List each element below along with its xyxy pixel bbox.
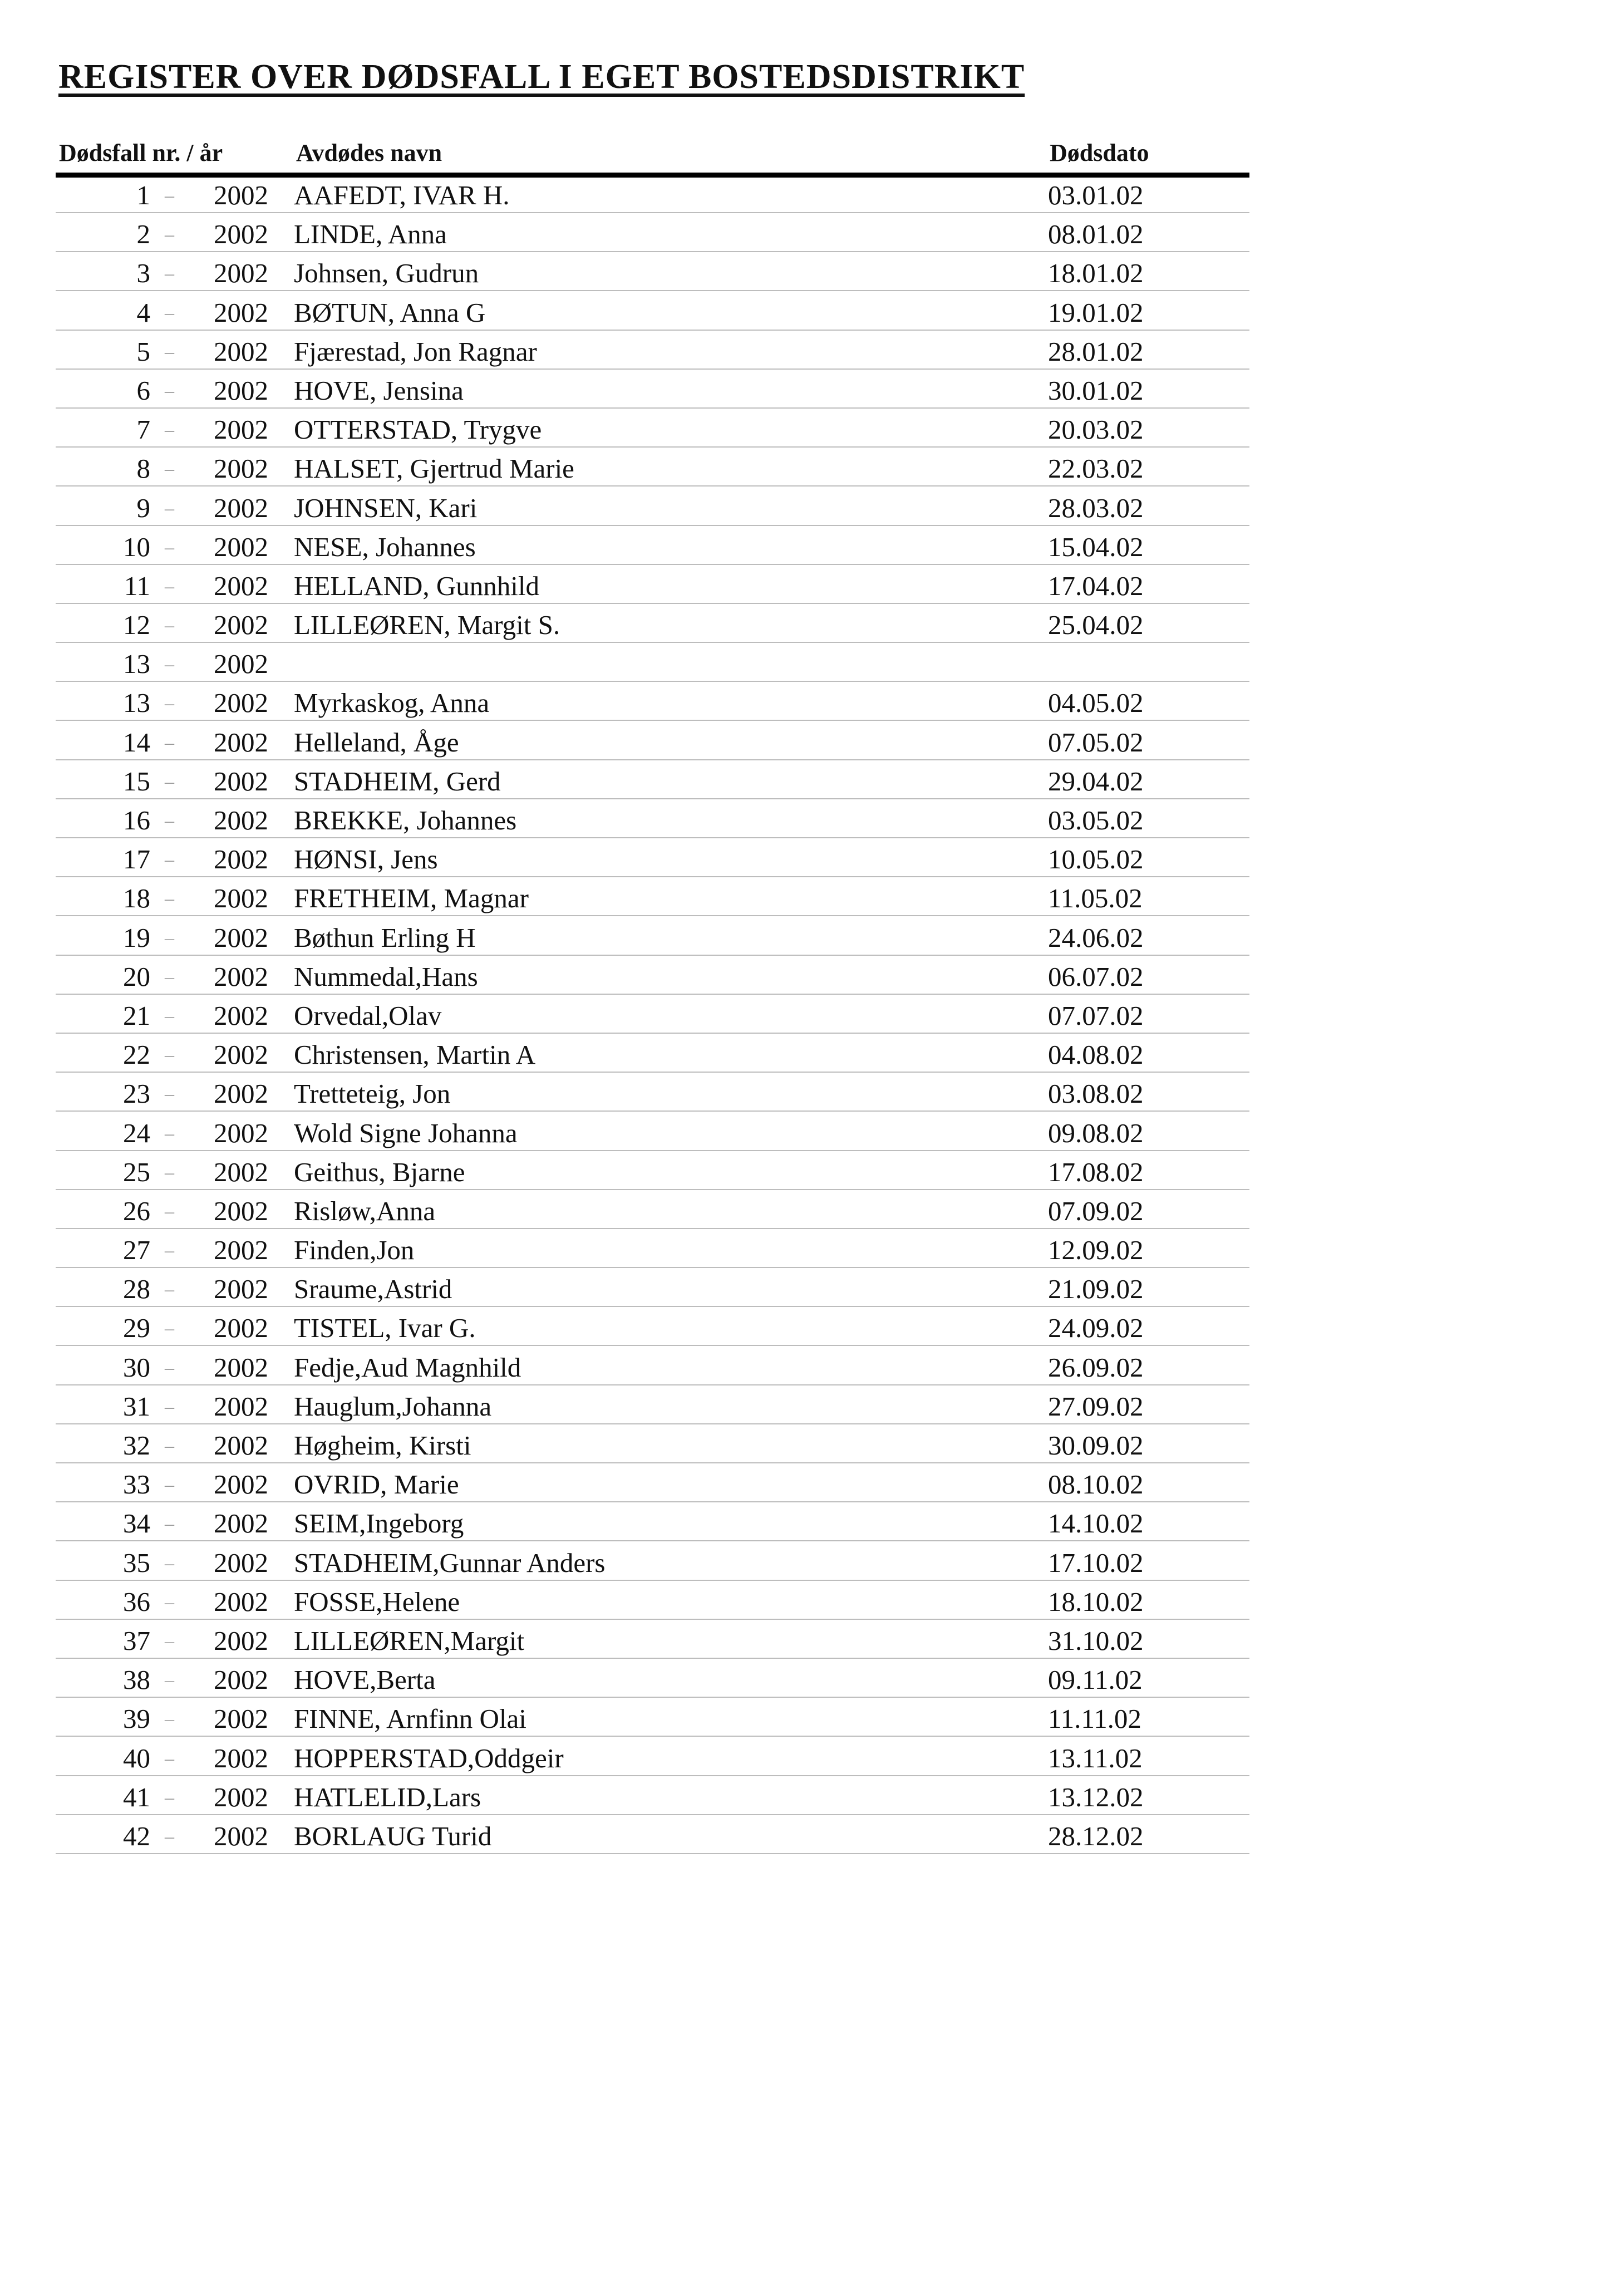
row-separator: – [165,771,174,792]
table-row [56,643,1249,682]
table-row [56,956,1249,995]
table-row [56,916,1249,955]
row-date: 03.05.02 [1048,805,1144,836]
row-date: 08.01.02 [1048,219,1144,250]
row-year: 2002 [214,1664,268,1696]
row-year: 2002 [214,726,268,758]
row-separator: – [165,537,174,558]
row-name: HOVE, Jensina [294,375,464,406]
row-separator: – [165,1123,174,1144]
row-separator: – [165,615,174,636]
row-name: NESE, Johannes [294,531,476,562]
row-year: 2002 [214,1313,268,1344]
row-number: 39 [123,1703,150,1734]
row-date: 24.06.02 [1048,922,1144,953]
row-separator: – [165,1787,174,1808]
row-number: 15 [123,765,150,797]
row-name: Wold Signe Johanna [294,1117,518,1148]
row-number: 34 [123,1508,150,1539]
row-number: 2 [136,219,150,250]
row-year: 2002 [214,1820,268,1851]
row-separator: – [165,576,174,597]
row-number: 23 [123,1078,150,1109]
row-date: 08.10.02 [1048,1469,1144,1500]
row-separator: – [165,341,174,362]
table-row [56,252,1249,291]
row-number: 24 [123,1117,150,1148]
row-name: Johnsen, Gudrun [294,258,479,289]
row-year: 2002 [214,1274,268,1305]
row-date: 13.12.02 [1048,1781,1144,1812]
row-separator: – [165,1318,174,1339]
row-separator: – [165,1748,174,1769]
row-date: 19.01.02 [1048,297,1144,328]
row-number: 1 [136,180,150,210]
row-separator: – [165,1514,174,1535]
row-separator: – [165,380,174,401]
row-name: HALSET, Gjertrud Marie [294,453,574,484]
row-number: 11 [124,570,150,601]
table-row [56,1815,1249,1854]
row-name: TISTEL, Ivar G. [294,1313,476,1344]
row-year: 2002 [214,883,268,914]
row-number: 30 [123,1352,150,1383]
row-date: 29.04.02 [1048,765,1144,797]
row-date: 03.01.02 [1048,180,1144,210]
row-number: 33 [123,1469,150,1500]
row-date: 04.05.02 [1048,687,1144,719]
row-date: 13.11.02 [1048,1742,1143,1773]
row-number: 13 [123,687,150,719]
row-separator: – [165,1357,174,1378]
column-header-name: Avdødes navn [296,139,442,166]
row-date: 04.08.02 [1048,1039,1144,1070]
row-date: 14.10.02 [1048,1508,1144,1539]
row-separator: – [165,654,174,675]
table-row [56,1268,1249,1307]
row-year: 2002 [214,414,268,445]
row-date: 09.11.02 [1048,1664,1143,1696]
table-row [56,1737,1249,1776]
row-separator: – [165,1045,174,1066]
row-number: 5 [136,336,150,367]
row-number: 13 [123,648,150,680]
row-number: 28 [123,1274,150,1305]
row-separator: – [165,1630,174,1652]
row-name: Finden,Jon [294,1235,415,1266]
row-year: 2002 [214,180,268,210]
row-separator: – [165,1162,174,1183]
row-separator: – [165,1826,174,1847]
row-separator: – [165,966,174,987]
table-row [56,1698,1249,1737]
row-separator: – [165,1240,174,1261]
row-name: Høgheim, Kirsti [294,1430,471,1461]
column-header-date: Dødsdato [1050,139,1149,166]
row-date: 22.03.02 [1048,453,1144,484]
row-name: Nummedal,Hans [294,961,478,992]
table-row [56,1581,1249,1620]
table-row [56,213,1249,252]
row-separator: – [165,1552,174,1574]
table-row [56,838,1249,877]
row-year: 2002 [214,1039,268,1070]
row-separator: – [165,810,174,831]
row-year: 2002 [214,258,268,289]
row-year: 2002 [214,765,268,797]
row-number: 14 [123,726,150,758]
row-number: 22 [123,1039,150,1070]
table-body [56,178,1249,1854]
table-row [56,1776,1249,1815]
row-year: 2002 [214,1117,268,1148]
row-name: LILLEØREN,Margit [294,1625,525,1656]
row-name: STADHEIM, Gerd [294,765,501,797]
row-name: Risløw,Anna [294,1195,436,1226]
row-name: FRETHEIM, Magnar [294,883,529,914]
table-row [56,1112,1249,1151]
row-name: FINNE, Arnfinn Olai [294,1703,526,1734]
row-name: OTTERSTAD, Trygve [294,414,542,445]
row-year: 2002 [214,1078,268,1109]
row-number: 41 [123,1781,150,1812]
row-year: 2002 [214,922,268,953]
row-date: 30.09.02 [1048,1430,1144,1461]
row-year: 2002 [214,453,268,484]
row-separator: – [165,927,174,949]
row-number: 7 [136,414,150,445]
row-separator: – [165,888,174,910]
row-year: 2002 [214,1781,268,1812]
row-name: HELLAND, Gunnhild [294,570,539,601]
row-year: 2002 [214,336,268,367]
table-row [56,1229,1249,1268]
row-year: 2002 [214,375,268,406]
table-row [56,487,1249,525]
table-row [56,1424,1249,1463]
row-separator: – [165,1670,174,1691]
table-row [56,1541,1249,1580]
row-number: 40 [123,1742,150,1773]
table-row [56,1346,1249,1385]
row-year: 2002 [214,1000,268,1031]
row-name: STADHEIM,Gunnar Anders [294,1547,606,1578]
row-number: 10 [123,531,150,562]
death-register-table [56,127,1249,1854]
row-year: 2002 [214,570,268,601]
row-number: 8 [136,453,150,484]
row-name: BØTUN, Anna G [294,297,486,328]
row-number: 35 [123,1547,150,1578]
row-number: 9 [136,492,150,523]
row-year: 2002 [214,531,268,562]
row-number: 4 [136,297,150,328]
row-number: 25 [123,1156,150,1187]
row-name: AAFEDT, IVAR H. [294,180,510,210]
row-date: 12.09.02 [1048,1235,1144,1266]
table-row [56,448,1249,487]
row-number: 12 [123,610,150,641]
row-date: 28.03.02 [1048,492,1144,523]
row-number: 6 [136,375,150,406]
row-date: 26.09.02 [1048,1352,1144,1383]
row-date: 24.09.02 [1048,1313,1144,1344]
row-separator: – [165,498,174,519]
row-name: JOHNSEN, Kari [294,492,478,523]
row-year: 2002 [214,1156,268,1187]
row-separator: – [165,1709,174,1730]
table-row [56,604,1249,643]
row-name: FOSSE,Helene [294,1586,460,1617]
row-separator: – [165,1201,174,1222]
row-name: BREKKE, Johannes [294,805,517,836]
row-year: 2002 [214,219,268,250]
row-number: 27 [123,1235,150,1266]
row-separator: – [165,1279,174,1300]
row-year: 2002 [214,1430,268,1461]
table-row [56,1620,1249,1659]
row-year: 2002 [214,805,268,836]
row-date: 31.10.02 [1048,1625,1144,1656]
column-header-nr-year: Dødsfall nr. / år [59,139,223,166]
row-year: 2002 [214,844,268,875]
table-row [56,178,1249,213]
row-date: 20.03.02 [1048,414,1144,445]
row-separator: – [165,732,174,753]
row-name: Geithus, Bjarne [294,1156,465,1187]
row-date: 28.01.02 [1048,336,1144,367]
row-date: 15.04.02 [1048,531,1144,562]
row-year: 2002 [214,1703,268,1734]
row-date: 09.08.02 [1048,1117,1144,1148]
row-year: 2002 [214,1235,268,1266]
row-date: 10.05.02 [1048,844,1144,875]
row-year: 2002 [214,687,268,719]
row-separator: – [165,185,174,206]
table-row [56,877,1249,916]
row-number: 17 [123,844,150,875]
row-date: 06.07.02 [1048,961,1144,992]
row-number: 37 [123,1625,150,1656]
table-row [56,1151,1249,1190]
row-year: 2002 [214,1586,268,1617]
row-separator: – [165,1436,174,1456]
row-number: 16 [123,805,150,836]
row-date: 07.07.02 [1048,1000,1144,1031]
table-row [56,1073,1249,1112]
table-row [56,1659,1249,1698]
row-separator: – [165,1005,174,1026]
table-row [56,1307,1249,1346]
row-separator: – [165,1396,174,1417]
row-year: 2002 [214,492,268,523]
table-row [56,291,1249,330]
row-date: 18.01.02 [1048,258,1144,289]
row-number: 20 [123,961,150,992]
row-separator: – [165,459,174,480]
row-date: 17.08.02 [1048,1156,1144,1187]
row-date: 17.10.02 [1048,1547,1144,1578]
row-name: OVRID, Marie [294,1469,459,1500]
row-date: 11.11.02 [1048,1703,1141,1734]
table-row [56,682,1249,721]
row-date: 21.09.02 [1048,1274,1144,1305]
row-date: 17.04.02 [1048,570,1144,601]
row-name: Fjærestad, Jon Ragnar [294,336,537,367]
row-separator: – [165,420,174,441]
table-row [56,799,1249,838]
row-name: Fedje,Aud Magnhild [294,1352,521,1383]
row-name: Hauglum,Johanna [294,1390,492,1422]
row-name: Bøthun Erling H [294,922,476,953]
table-row [56,760,1249,799]
row-separator: – [165,302,174,323]
row-date: 25.04.02 [1048,610,1144,641]
row-number: 21 [123,1000,150,1031]
table-row [56,565,1249,604]
row-date: 07.09.02 [1048,1195,1144,1226]
row-name: HOVE,Berta [294,1664,436,1696]
row-name: HATLELID,Lars [294,1781,481,1812]
row-name: LILLEØREN, Margit S. [294,610,560,641]
row-date: 11.05.02 [1048,883,1143,914]
table-row [56,331,1249,370]
row-name: Myrkaskog, Anna [294,687,490,719]
table-header [56,127,1249,178]
table-row [56,721,1249,760]
row-year: 2002 [214,1742,268,1773]
row-separator: – [165,263,174,284]
row-separator: – [165,1475,174,1496]
row-number: 31 [123,1390,150,1422]
row-year: 2002 [214,1547,268,1578]
row-separator: – [165,849,174,871]
row-number: 19 [123,922,150,953]
row-date: 28.12.02 [1048,1820,1144,1851]
row-number: 32 [123,1430,150,1461]
row-separator: – [165,224,174,245]
row-number: 38 [123,1664,150,1696]
row-number: 29 [123,1313,150,1344]
table-row [56,1502,1249,1541]
table-row [56,1385,1249,1424]
row-separator: – [165,1084,174,1105]
table-row [56,1463,1249,1502]
row-number: 26 [123,1195,150,1226]
table-row [56,1190,1249,1229]
row-year: 2002 [214,610,268,641]
row-separator: – [165,693,174,714]
row-number: 3 [136,258,150,289]
row-name: Orvedal,Olav [294,1000,442,1031]
row-separator: – [165,1591,174,1613]
row-name: Tretteteig, Jon [294,1078,451,1109]
row-year: 2002 [214,1469,268,1500]
row-name: Christensen, Martin A [294,1039,536,1070]
row-year: 2002 [214,297,268,328]
row-date: 30.01.02 [1048,375,1144,406]
row-year: 2002 [214,1390,268,1422]
table-row [56,370,1249,409]
table-row [56,409,1249,448]
row-name: BORLAUG Turid [294,1820,492,1851]
row-date: 03.08.02 [1048,1078,1144,1109]
row-number: 42 [123,1820,150,1851]
row-date: 27.09.02 [1048,1390,1144,1422]
row-year: 2002 [214,1195,268,1226]
row-name: HOPPERSTAD,Oddgeir [294,1742,564,1773]
table-row [56,1034,1249,1073]
row-name: SEIM,Ingeborg [294,1508,464,1539]
row-year: 2002 [214,648,268,680]
row-year: 2002 [214,1508,268,1539]
row-year: 2002 [214,1352,268,1383]
row-year: 2002 [214,1625,268,1656]
row-name: LINDE, Anna [294,219,447,250]
page-title: REGISTER OVER DØDSFALL I EGET BOSTEDSDISTRIKT [58,58,1025,96]
table-row [56,995,1249,1034]
row-name: Sraume,Astrid [294,1274,452,1305]
row-name: Helleland, Åge [294,726,459,758]
row-date: 18.10.02 [1048,1586,1144,1617]
row-name: HØNSI, Jens [294,844,438,875]
row-date: 07.05.02 [1048,726,1144,758]
row-number: 36 [123,1586,150,1617]
table-row [56,526,1249,565]
row-year: 2002 [214,961,268,992]
row-number: 18 [123,883,150,914]
